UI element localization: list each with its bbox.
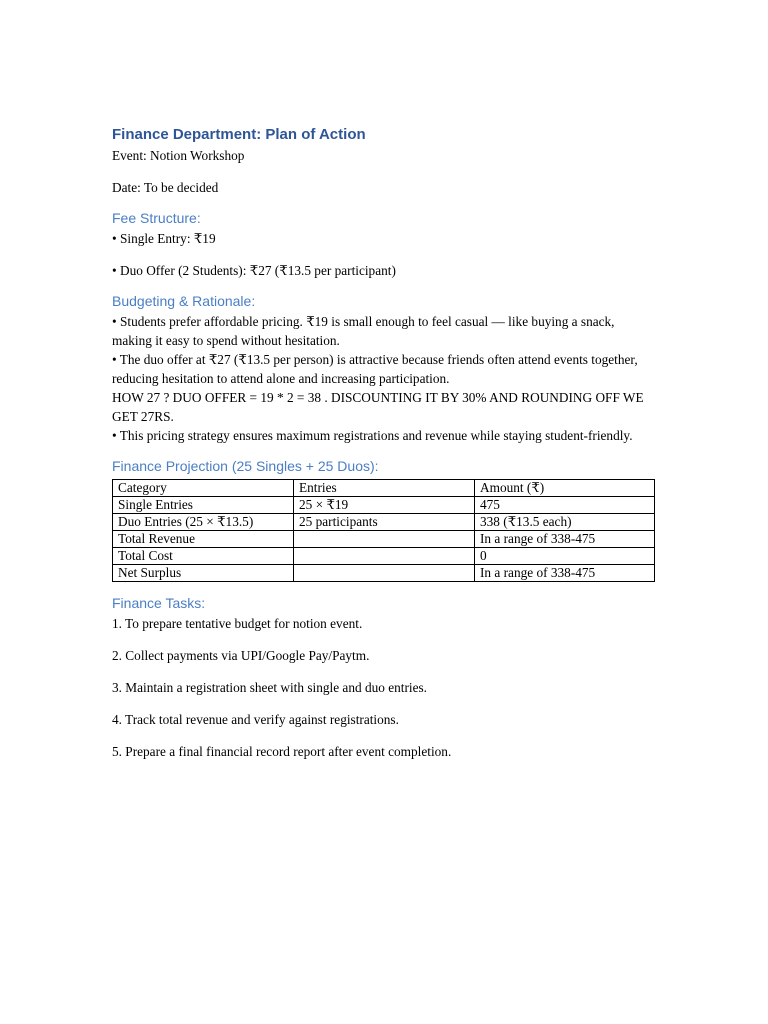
table-cell: [294, 548, 475, 565]
task-item: 2. Collect payments via UPI/Google Pay/Paytm.: [112, 648, 370, 663]
table-cell: 475: [475, 497, 655, 514]
table-cell: 25 × ₹19: [294, 497, 475, 514]
table-cell: Duo Entries (25 × ₹13.5): [113, 514, 294, 531]
table-row: [113, 514, 655, 531]
table-row: [113, 497, 655, 514]
budget-point-affordable: • Students prefer affordable pricing. ₹19 is small enough to feel casual — like buying a snack, making it easy to spend without hesitation.: [112, 314, 615, 348]
task-item: 3. Maintain a registration sheet with single and duo entries.: [112, 680, 427, 695]
document-content: [112, 124, 656, 761]
table-row: [113, 531, 655, 548]
table-cell: [294, 531, 475, 548]
table-header-cell: Entries: [294, 480, 475, 497]
table-header-row: [113, 480, 655, 497]
table-cell: 25 participants: [294, 514, 475, 531]
table-cell: 0: [475, 548, 655, 565]
projection-heading: Finance Projection (25 Singles + 25 Duos):: [112, 458, 379, 474]
table-cell: Single Entries: [113, 497, 294, 514]
task-item: 5. Prepare a final financial record report after event completion.: [112, 744, 452, 759]
table-cell: Total Revenue: [113, 531, 294, 548]
table-cell: In a range of 338-475: [475, 565, 655, 582]
table-cell: 338 (₹13.5 each): [475, 514, 655, 531]
budget-duo-calculation: HOW 27 ? DUO OFFER = 19 * 2 = 38 . DISCOUNTING IT BY 30% AND ROUNDING OFF WE GET 27RS.: [112, 390, 644, 424]
table-cell: In a range of 338-475: [475, 531, 655, 548]
task-item: 4. Track total revenue and verify against registrations.: [112, 712, 399, 727]
fee-structure-heading: Fee Structure:: [112, 210, 201, 226]
budgeting-heading: Budgeting & Rationale:: [112, 293, 256, 309]
table-cell: [294, 565, 475, 582]
budget-point-strategy: • This pricing strategy ensures maximum registrations and revenue while staying student-friendly.: [112, 428, 633, 443]
table-cell: Net Surplus: [113, 565, 294, 582]
document-title: Finance Department: Plan of Action: [112, 126, 366, 143]
table-header-cell: Category: [113, 480, 294, 497]
table-cell: Total Cost: [113, 548, 294, 565]
table-row: [113, 565, 655, 582]
budget-point-duo: • The duo offer at ₹27 (₹13.5 per person) is attractive because friends often attend events together, reducing hesitation to attend alone and increasing participation.: [112, 352, 638, 386]
table-header-cell: Amount (₹): [475, 480, 655, 497]
finance-tasks-heading: Finance Tasks:: [112, 595, 206, 611]
projection-table: [112, 479, 655, 582]
table-row: [113, 548, 655, 565]
event-line: Event: Notion Workshop: [112, 148, 245, 163]
fee-duo-offer: • Duo Offer (2 Students): ₹27 (₹13.5 per participant): [112, 263, 396, 278]
date-line: Date: To be decided: [112, 180, 219, 195]
fee-single-entry: • Single Entry: ₹19: [112, 231, 216, 246]
task-item: 1. To prepare tentative budget for notion event.: [112, 616, 363, 631]
